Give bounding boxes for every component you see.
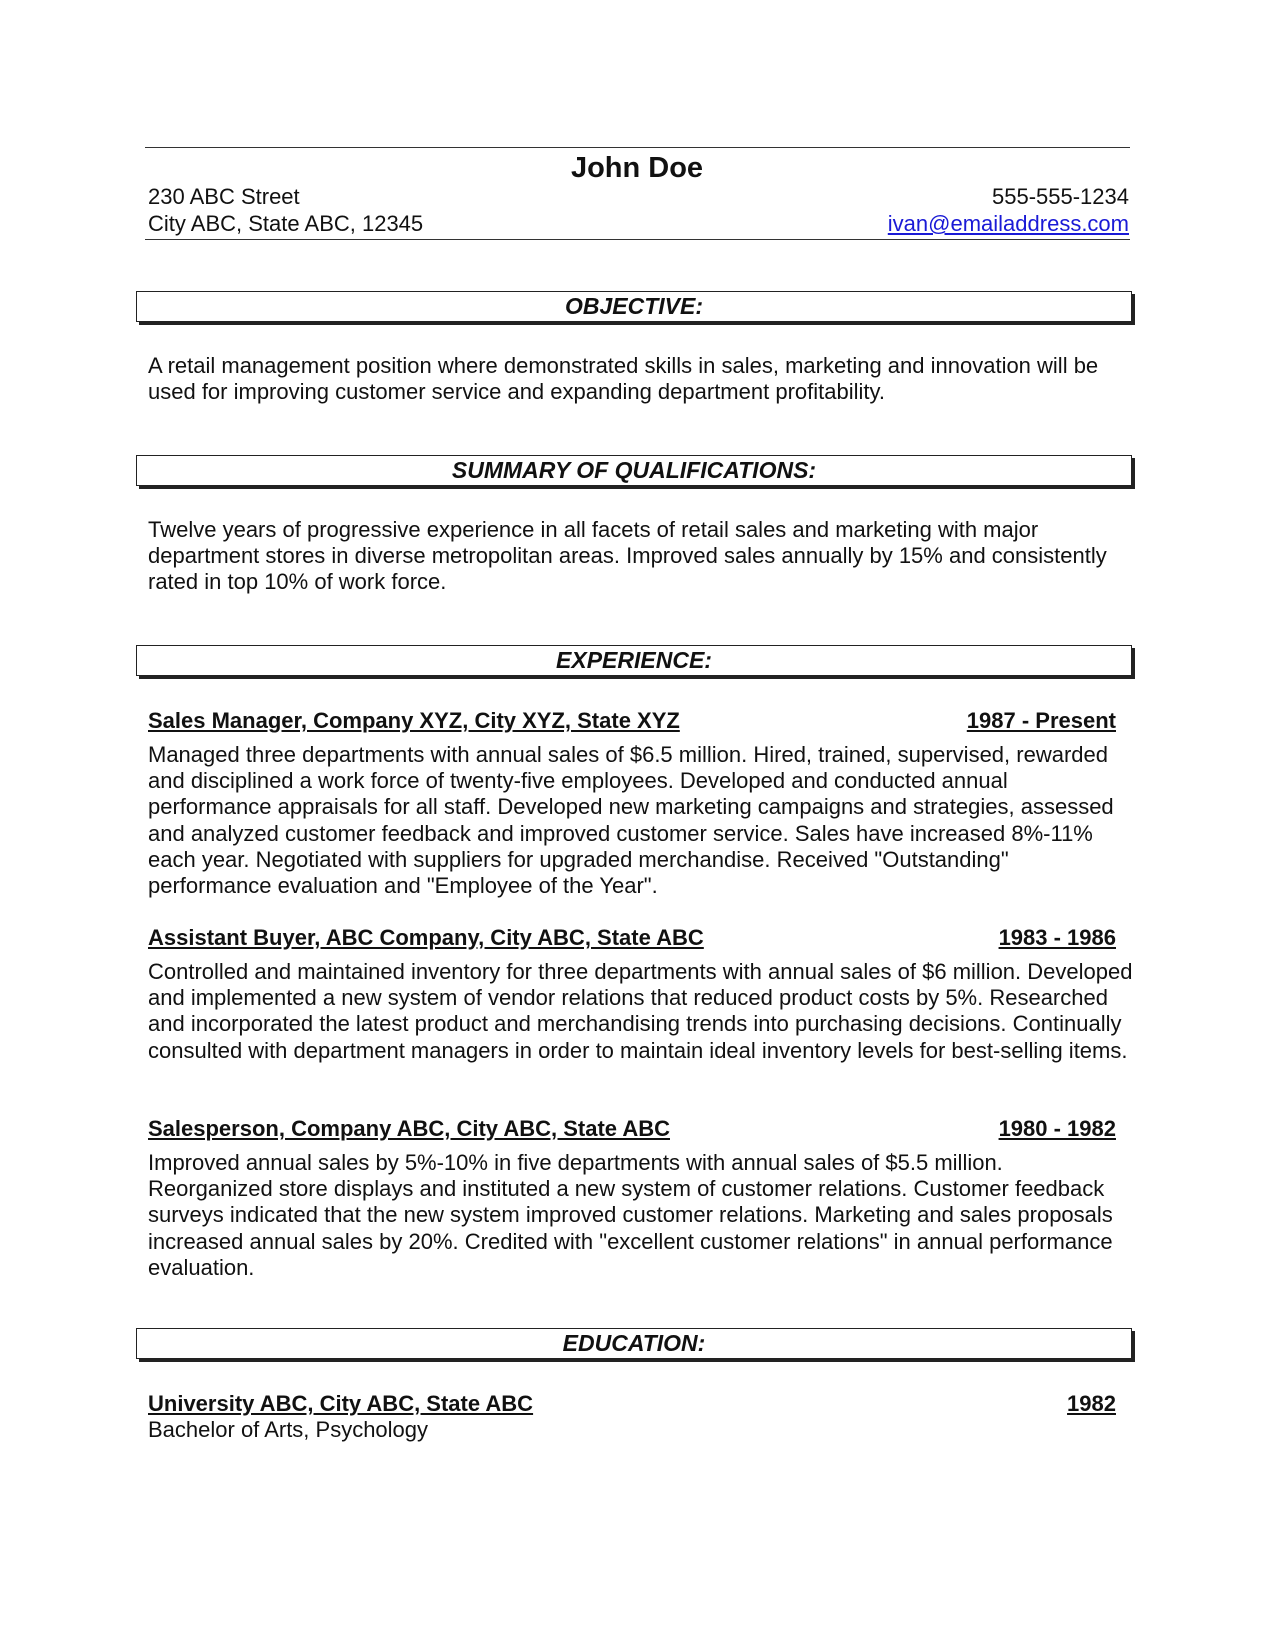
candidate-name: John Doe <box>570 152 704 184</box>
job-description: Improved annual sales by 5%-10% in five departments with annual sales of $5.5 million. Reorganized store displays and instituted a new system of customer relations. Customer feedback surveys indicated that the new system improved customer relations. Marketing and sales proposals increased annual sales by 20%. Credited with "excellent customer relations" in annual performance evaluation. <box>148 1150 1113 1280</box>
email-link[interactable]: ivan@emailaddress.com <box>887 211 1129 236</box>
job-title: Sales Manager, Company XYZ, City XYZ, State XYZ <box>148 708 680 733</box>
job-dates: 1983 - 1986 <box>998 925 1116 950</box>
job-description: Controlled and maintained inventory for three departments with annual sales of $6 million. Developed and implemented a new system of vendor relations that reduced product costs by 5%. Researched and incorporated the latest product and merchandising trends into purchasing decisions. Continually consulted with department managers in order to maintain ideal inventory levels for best-selling items. <box>148 959 1133 1063</box>
objective-text: A retail management position where demonstrated skills in sales, marketing and innovation will be used for improving customer service and expanding department profitability. <box>148 353 1099 405</box>
phone-number: 555-555-1234 <box>991 184 1129 209</box>
experience-heading: EXPERIENCE: <box>136 645 1132 676</box>
job-dates: 1987 - Present <box>966 708 1116 733</box>
objective-heading: OBJECTIVE: <box>136 291 1132 322</box>
summary-text: Twelve years of progressive experience in all facets of retail sales and marketing with major department stores in diverse metropolitan areas. Improved sales annually by 15% and consistently rated in top 10% of work force. <box>148 517 1107 595</box>
address-line-2: City ABC, State ABC, 12345 <box>148 211 424 236</box>
top-rule <box>145 147 1130 148</box>
job-title: Salesperson, Company ABC, City ABC, State ABC <box>148 1116 670 1141</box>
job-header <box>148 925 1116 951</box>
graduation-year: 1982 <box>1067 1391 1116 1416</box>
job-header <box>148 1116 1116 1142</box>
address-line-1: 230 ABC Street <box>148 184 300 209</box>
job-description: Managed three departments with annual sales of $6.5 million. Hired, trained, supervised, rewarded and disciplined a work force of twenty-five employees. Developed and conducted annual performance appraisals for all staff. Developed new marketing campaigns and strategies, assessed and analyzed customer feedback and improved customer service. Sales have increased 8%-11% each year. Negotiated with suppliers for upgraded merchandise. Received "Outstanding" performance evaluation and "Employee of the Year". <box>148 742 1114 899</box>
school-name: University ABC, City ABC, State ABC <box>148 1391 534 1416</box>
summary-heading: SUMMARY OF QUALIFICATIONS: <box>136 455 1132 486</box>
degree: Bachelor of Arts, Psychology <box>148 1417 429 1442</box>
education-header <box>148 1391 1116 1417</box>
header-bottom-rule <box>145 239 1130 240</box>
education-heading: EDUCATION: <box>136 1328 1132 1359</box>
job-header <box>148 708 1116 734</box>
email-link-row <box>888 211 1129 237</box>
job-title: Assistant Buyer, ABC Company, City ABC, State ABC <box>148 925 704 950</box>
job-dates: 1980 - 1982 <box>998 1116 1116 1141</box>
